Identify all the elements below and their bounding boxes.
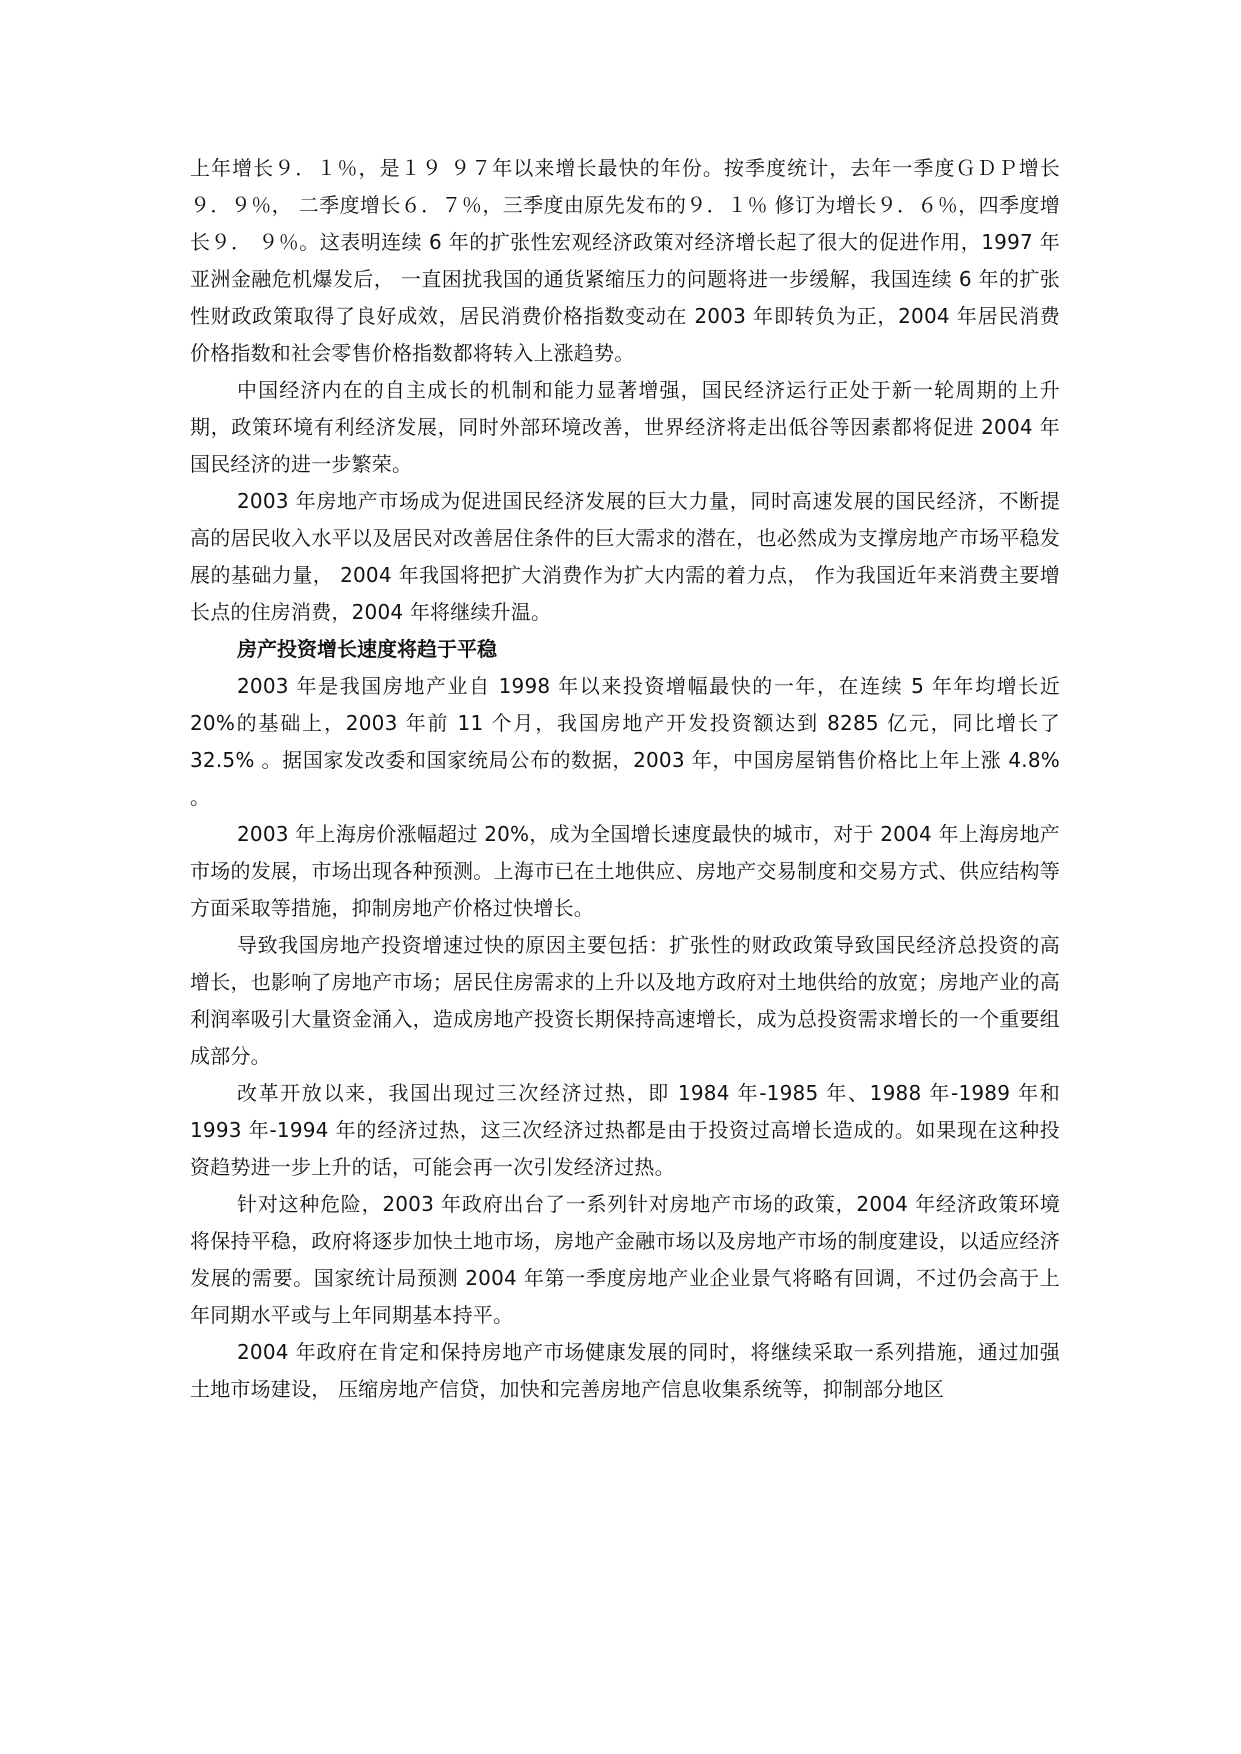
paragraph-2004-measures: 2004 年政府在肯定和保持房地产市场健康发展的同时，将继续采取一系列措施，通过加强土地市场建设， 压缩房地产信贷，加快和完善房地产信息收集系统等，抑制部分地区 bbox=[190, 1340, 1060, 1401]
paragraph-causes: 导致我国房地产投资增速过快的原因主要包括：扩张性的财政政策导致国民经济总投资的高增长，也影响了房地产市场；居民住房需求的上升以及地方政府对土地供给的放宽；房地产业的高利润率吸引大量资金涌入，造成房地产投资长期保持高速增长，成为总投资需求增长的一个重要组成部分。 bbox=[190, 933, 1060, 1068]
paragraph-investment-growth: 2003 年是我国房地产业自 1998 年以来投资增幅最快的一年，在连续 5 年年均增长近 20%的基础上，2003 年前 11 个月，我国房地产开发投资额达到 8285 亿元，同比增长了 32.5% 。据国家发改委和国家统局公布的数据，2003 年，中国房屋销售价格比上年上涨 4.8% 。 bbox=[190, 674, 1060, 809]
paragraph-shanghai-prices: 2003 年上海房价涨幅超过 20%，成为全国增长速度最快的城市，对于 2004 年上海房地产市场的发展，市场出现各种预测。上海市已在土地供应、房地产交易制度和交易方式、供应结构等方面采取等措施，抑制房地产价格过快增长。 bbox=[190, 822, 1060, 920]
paragraph-overheating-history: 改革开放以来，我国出现过三次经济过热，即 1984 年-1985 年、1988 年-1989 年和 1993 年-1994 年的经济过热，这三次经济过热都是由于投资过高增长造成的。如果现在这种投资趋势进一步上升的话，可能会再一次引发经济过热。 bbox=[190, 1081, 1060, 1179]
paragraph-gdp-growth: 上年增长９．１％，是１９ ９７年以来增长最快的年份。按季度统计，去年一季度ＧＤＰ增长９．９％， 二季度增长６．７％，三季度由原先发布的９．１％ 修订为增长９．６％，四季度增长９． ９％。这表明连续 6 年的扩张性宏观经济政策对经济增长起了很大的促进作用，1997 年亚洲金融危机爆发后， 一直困扰我国的通货紧缩压力的问题将进一步缓解，我国连续 6 年的扩张性财政政策取得了良好成效，居民消费价格指数变动在 2003 年即转负为正，2004 年居民消费价格指数和社会零售价格指数都将转入上涨趋势。 bbox=[190, 156, 1060, 365]
document-page bbox=[190, 150, 1060, 1408]
paragraph-real-estate-market: 2003 年房地产市场成为促进国民经济发展的巨大力量，同时高速发展的国民经济，不断提高的居民收入水平以及居民对改善居住条件的巨大需求的潜在，也必然成为支撑房地产市场平稳发展的基础力量， 2004 年我国将把扩大消费作为扩大内需的着力点， 作为我国近年来消费主要增长点的住房消费，2004 年将继续升温。 bbox=[190, 489, 1060, 624]
section-heading: 房产投资增长速度将趋于平稳 bbox=[237, 637, 497, 661]
paragraph-policy-response: 针对这种危险，2003 年政府出台了一系列针对房地产市场的政策，2004 年经济政策环境将保持平稳，政府将逐步加快土地市场，房地产金融市场以及房地产市场的制度建设，以适应经济发展的需要。国家统计局预测 2004 年第一季度房地产业企业景气将略有回调，不过仍会高于上年同期水平或与上年同期基本持平。 bbox=[190, 1192, 1060, 1327]
paragraph-economy-outlook: 中国经济内在的自主成长的机制和能力显著增强，国民经济运行正处于新一轮周期的上升期，政策环境有利经济发展，同时外部环境改善，世界经济将走出低谷等因素都将促进 2004 年国民经济的进一步繁荣。 bbox=[190, 378, 1060, 476]
